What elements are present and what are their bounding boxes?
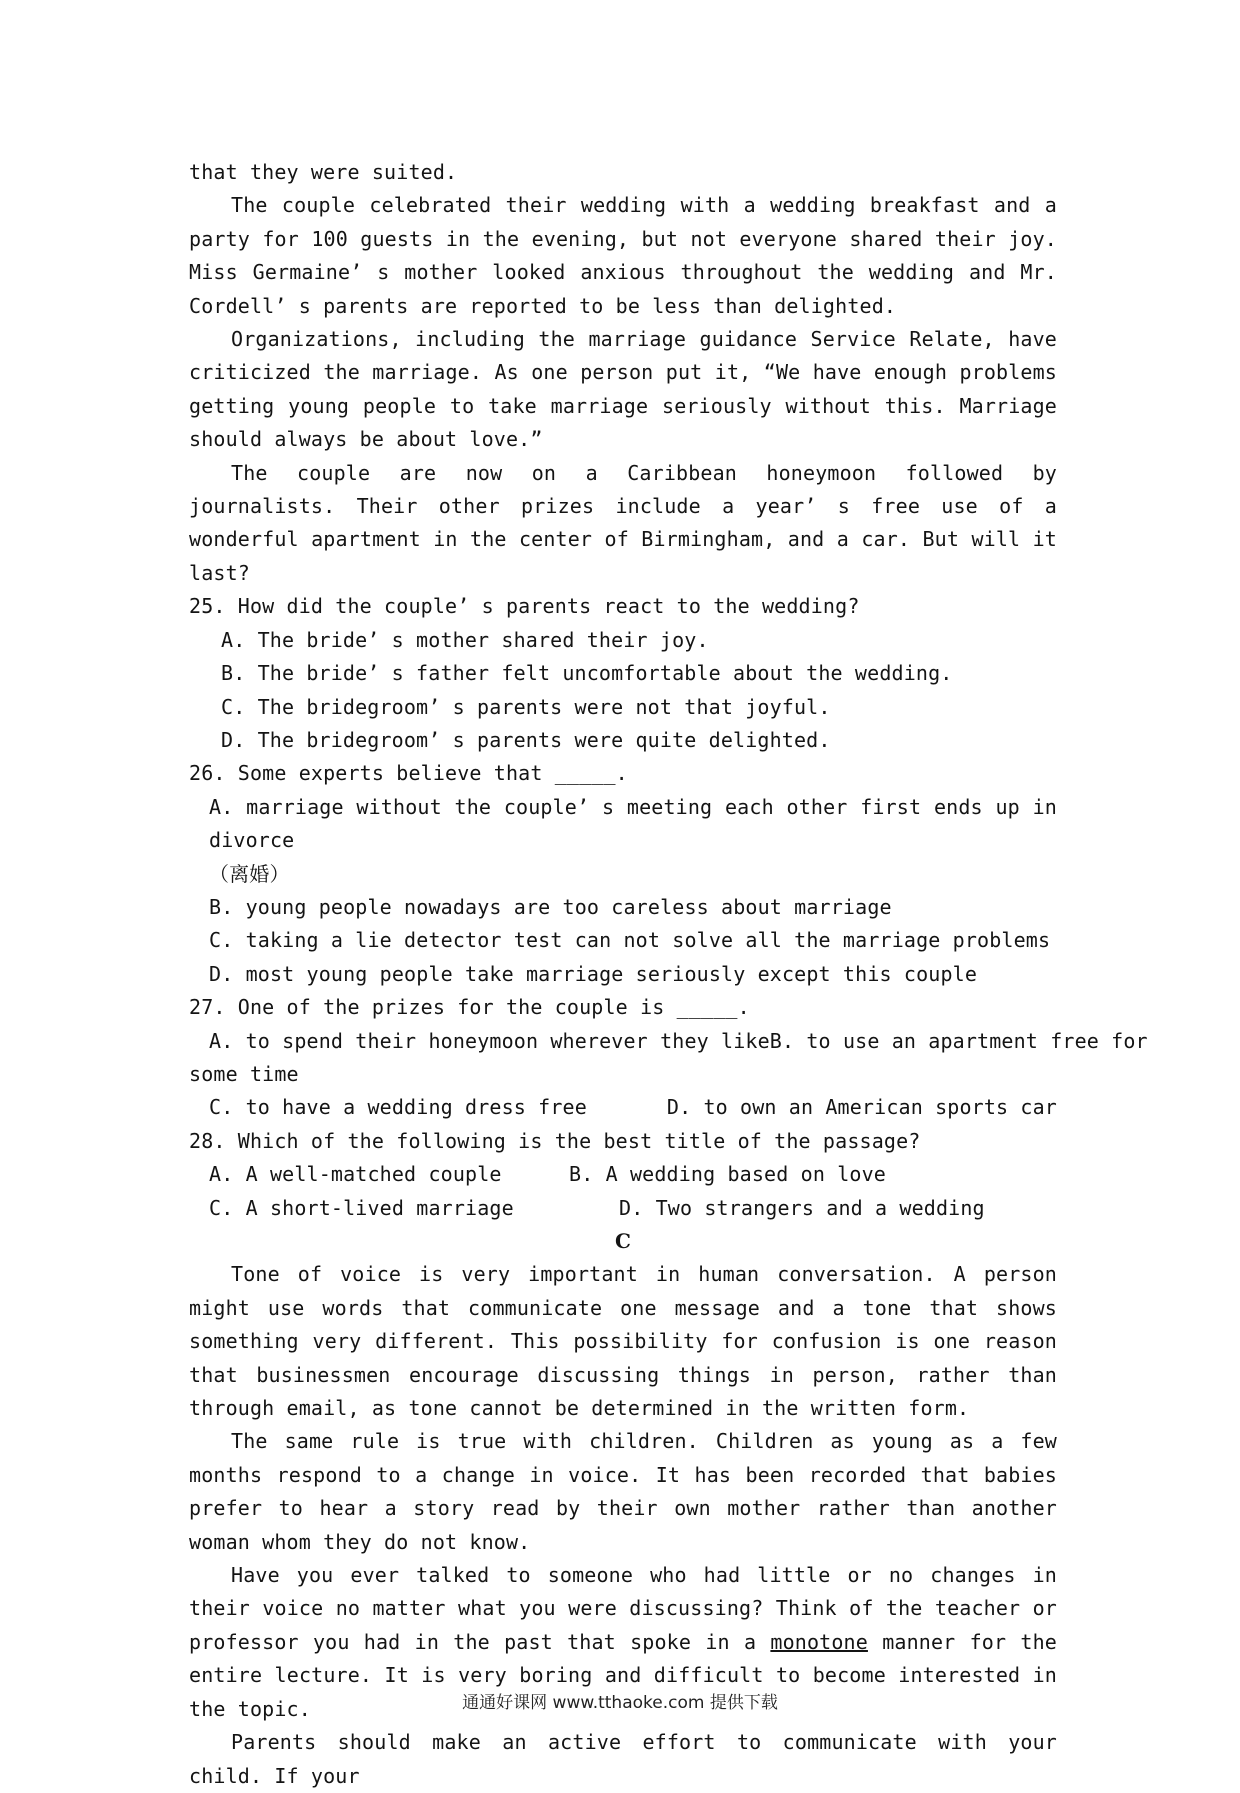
option-row — [189, 1192, 1057, 1225]
document-page — [189, 156, 1148, 1793]
page-footer: 通通好课网 www.tthaoke.com 提供下载 — [462, 1693, 778, 1713]
option-b: B. A wedding based on love — [569, 1162, 886, 1187]
option-b: B. The bride’ s father felt uncomfortable about the wedding. — [221, 661, 953, 686]
option-d: D. to own an American sports car — [666, 1095, 1057, 1120]
paragraph: Organizations, including the marriage guidance Service Relate, have criticized the marriage. As one person put it, “We have enough problems getting young people to take marriage seriously without this. Marriage should always be about love.” — [189, 327, 1057, 452]
option-a: A. marriage without the couple’ s meeting each other first ends up in divorce — [209, 794, 1057, 853]
option-d: D. Two strangers and a wedding — [619, 1195, 985, 1220]
option-b: B. young people nowadays are too careless about marriage — [209, 894, 892, 919]
question-26 — [189, 757, 1057, 991]
paragraph: The couple celebrated their wedding with a wedding breakfast and a party for 100 guests in the evening, but not everyone shared their joy. Miss Germaine’ s mother looked anxious throughout the wedding and Mr. Cordell’ s parents are reported to be less than delighted. — [189, 193, 1057, 318]
paragraph: Tone of voice is very important in human conversation. A person might use words that communicate one message and a tone that shows something very different. This possibility for confusion is one reason that businessmen encourage discussing things in person, rather than through email, as tone cannot be determined in the written form. — [189, 1262, 1057, 1421]
question-stem: 25. How did the couple’ s parents react to the wedding? — [189, 594, 860, 619]
paragraph: that they were suited. — [189, 160, 458, 184]
option-c: C. taking a lie detector test can not solve all the marriage problems — [209, 928, 1051, 953]
paragraph: The same rule is true with children. Children as young as a few months respond to a change in voice. It has been recorded that babies prefer to hear a story read by their own mother rather than another woman whom they do not know. — [189, 1429, 1057, 1554]
question-28 — [189, 1125, 1057, 1225]
option-b: B. to use an apartment free for — [769, 1028, 1148, 1053]
question-25 — [189, 590, 1057, 757]
option-a: A. A well-matched couple — [209, 1162, 502, 1187]
option-a-continuation: （离婚） — [209, 861, 290, 886]
option-row — [189, 1091, 1057, 1124]
option-a: A. The bride’ s mother shared their joy. — [221, 627, 709, 652]
paragraph: Parents should make an active effort to communicate with your child. If your — [189, 1730, 1057, 1788]
option-d: D. The bridegroom’ s parents were quite delighted. — [221, 727, 831, 752]
paragraph: The couple are now on a Caribbean honeymoon followed by journalists. Their other prizes include a year’ s free use of a wonderful apartment in the center of Birmingham, and a car. But will it last? — [189, 460, 1057, 585]
option-row — [189, 1158, 1057, 1191]
option-c: C. A short-lived marriage — [209, 1195, 514, 1220]
option-c: C. The bridegroom’ s parents were not that joyful. — [221, 694, 831, 719]
text-run: Have you ever talked to someone who had little or no changes in their voice no matter what you were discussing? Think of the teacher or professor you had in the past that spoke in a — [189, 1563, 1057, 1654]
question-stem: 26. Some experts believe that _____. — [189, 761, 628, 786]
question-27 — [189, 991, 1148, 1125]
underlined-word: monotone — [770, 1629, 868, 1654]
question-stem: 27. One of the prizes for the couple is _____. — [189, 995, 750, 1020]
question-stem: 28. Which of the following is the best title of the passage? — [189, 1128, 921, 1153]
section-heading: C — [614, 1229, 632, 1253]
option-row — [189, 1025, 1148, 1058]
text-run: manner for the entire lecture. It is very boring and difficult to become interested in the topic. — [189, 1629, 1057, 1721]
option-d: D. most young people take marriage seriously except this couple — [209, 961, 978, 986]
option-b-continuation: some time — [189, 1061, 299, 1086]
option-c: C. to have a wedding dress free — [209, 1095, 587, 1120]
option-a: A. to spend their honeymoon wherever they like — [209, 1028, 770, 1053]
